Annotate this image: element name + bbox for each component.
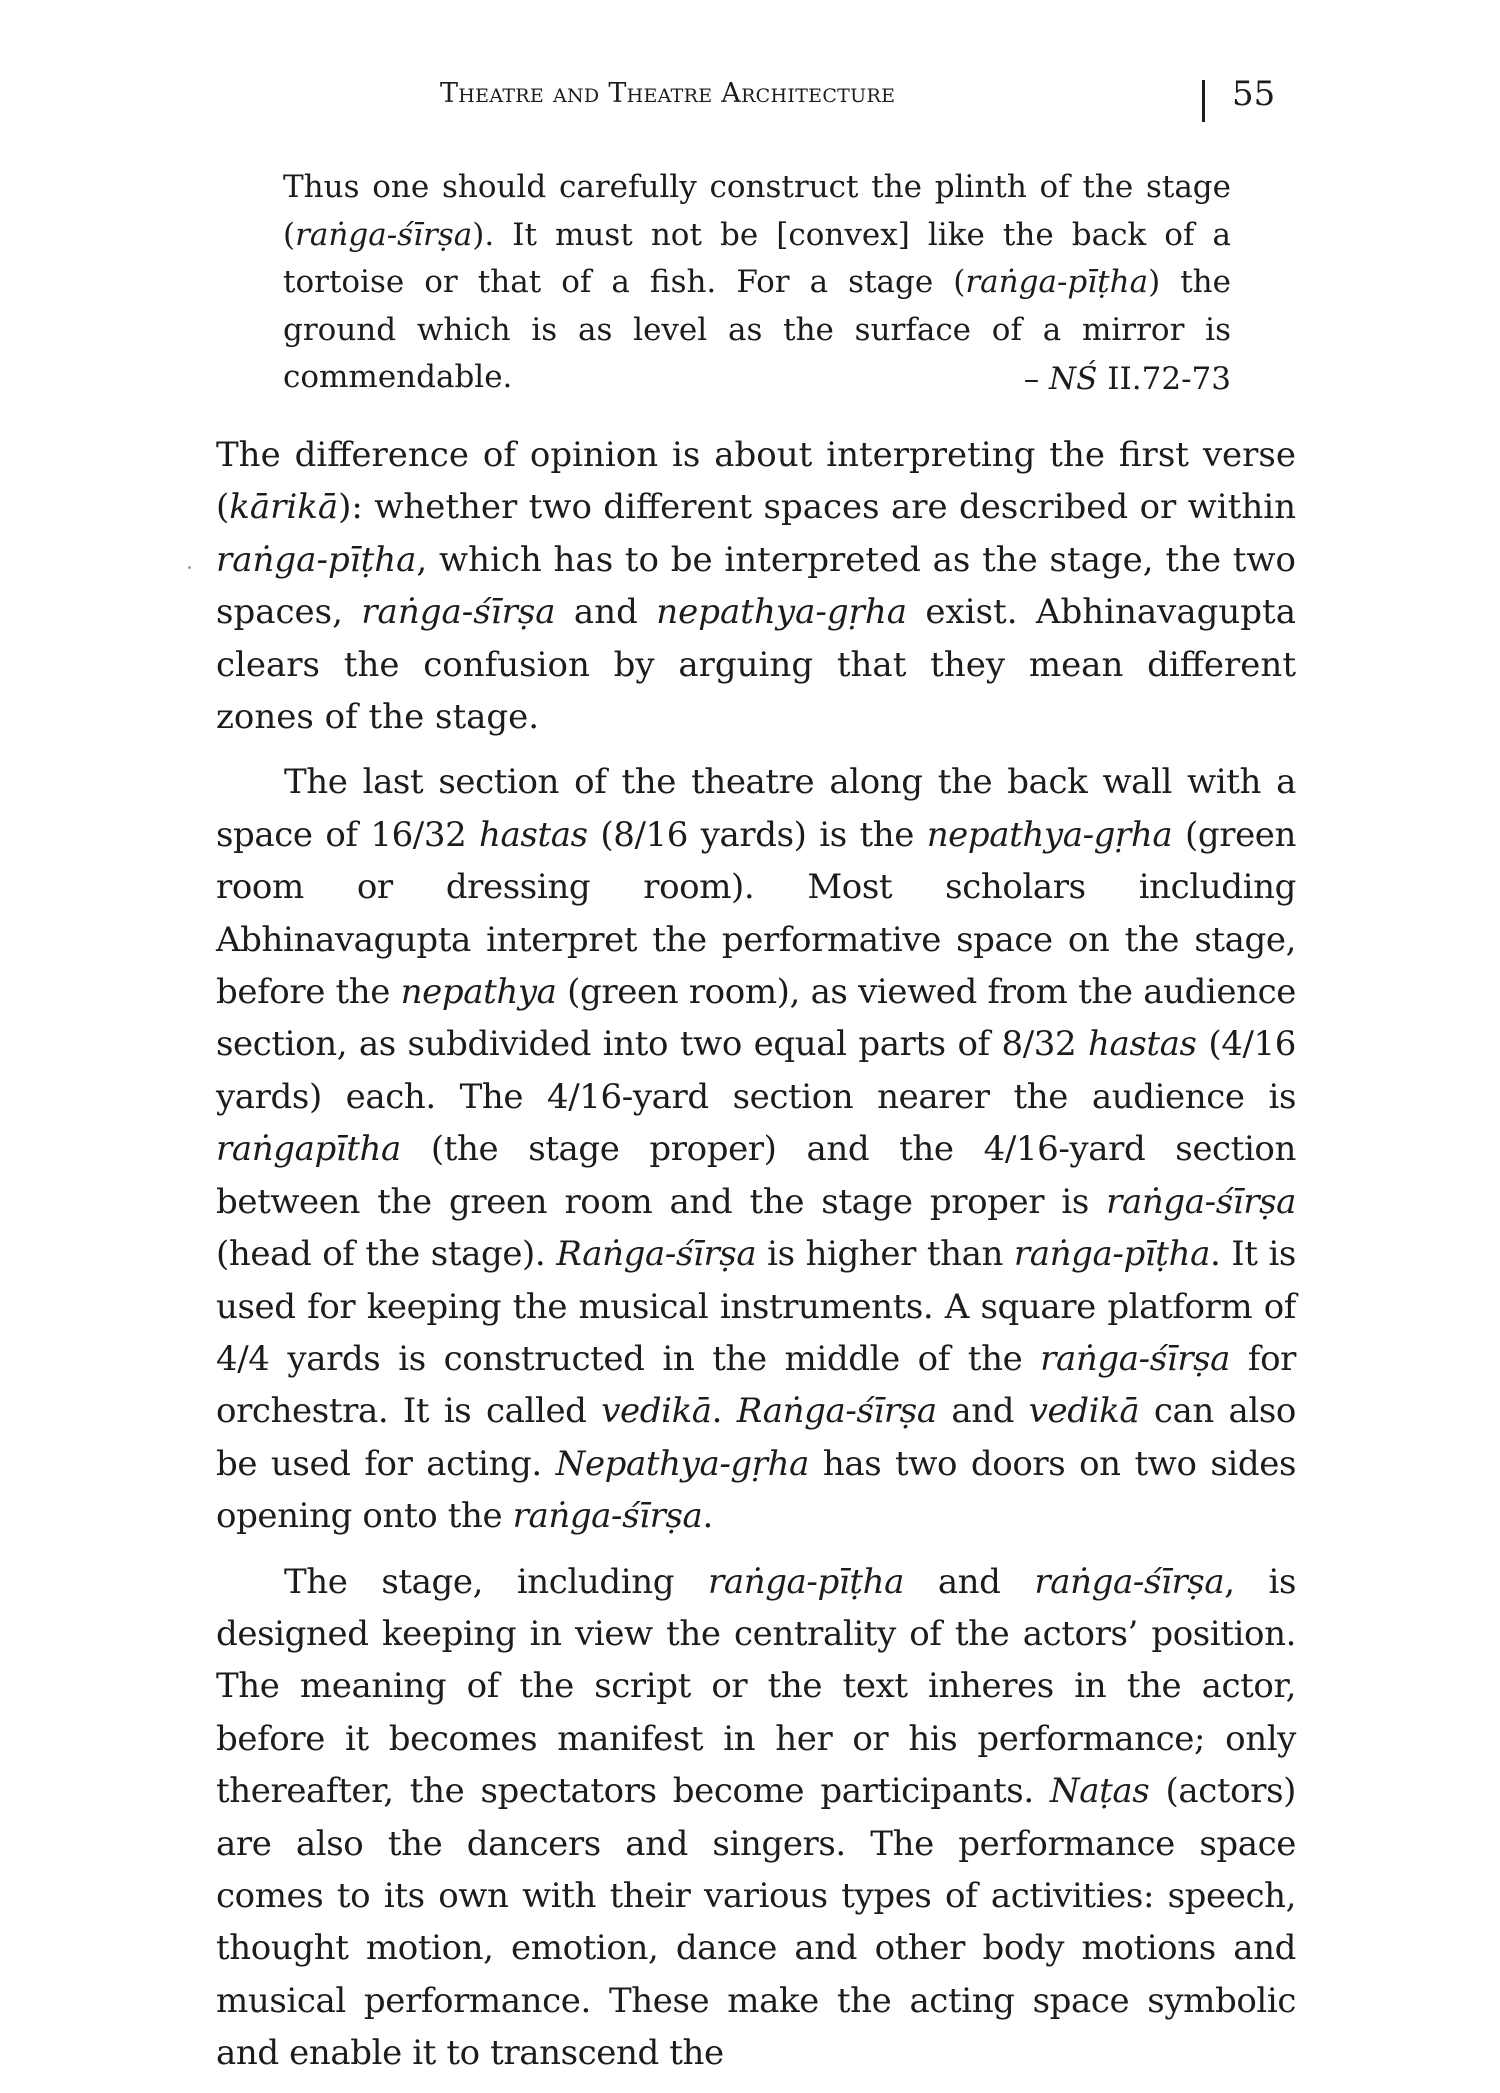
scan-speck: [188, 566, 191, 569]
header-divider: [1202, 80, 1205, 122]
paragraph-2: The last section of the theatre along the back wall with a space of 16/32 hastas (8/16 yards) is the nepathya-gṛha (green room or dressing room). Most scholars including Abhinavagupta interpret the performative space on the stage, before the nepathya (green room), as viewed from the audience section, as subdivided into two equal parts of 8/32 hastas (4/16 yards) each. The 4/16-yard section nearer the audience is raṅgapītha (the stage proper) and the 4/16-yard section between the green room and the stage proper is raṅga-śīrṣa (head of the stage). Raṅga-śīrṣa is higher than raṅga-pīṭha. It is used for keeping the musical instruments. A square platform of 4/4 yards is constructed in the middle of the raṅga-śīrṣa for orchestra. It is called vedikā. Raṅga-śīrṣa and vedikā can also be used for acting. Nepathya-gṛha has two doors on two sides opening onto the raṅga-śīrṣa.: [216, 762, 1297, 1537]
paragraph-1: The difference of opinion is about interpreting the first verse (kārikā): whether two different spaces are described or within raṅga-pīṭha, which has to be interpreted as the stage, the two spaces, raṅga-śīrṣa and nepathya-gṛha exist. Abhinavagupta clears the confusion by arguing that they mean different zones of the stage.: [216, 435, 1296, 738]
running-head: Theatre and Theatre Architecture: [440, 78, 896, 109]
paragraph-3: The stage, including raṅga-pīṭha and raṅga-śīrṣa, is designed keeping in view the centrality of the actors’ position. The meaning of the script or the text inheres in the actor, before it becomes manifest in her or his performance; only thereafter, the spectators become participants. Naṭas (actors) are also the dancers and singers. The performance space comes to its own with their various types of activities: speech, thought motion, emotion, dance and other body motions and musical performance. These make the acting space symbolic and enable it to transcend the: [216, 1561, 1296, 2074]
page-number: 55: [1232, 74, 1276, 114]
quote-citation: – NŚ II.72-73: [1023, 361, 1231, 397]
body-text: [216, 429, 1296, 2093]
quote-text: Thus one should carefully construct the plinth of the stage (raṅga-śīrṣa). It must not be [convex] like the back of a tortoise or that of a fish. For a stage (raṅga-pīṭha) the ground which is as level as the surface of a mirror is commendable.: [283, 169, 1231, 395]
